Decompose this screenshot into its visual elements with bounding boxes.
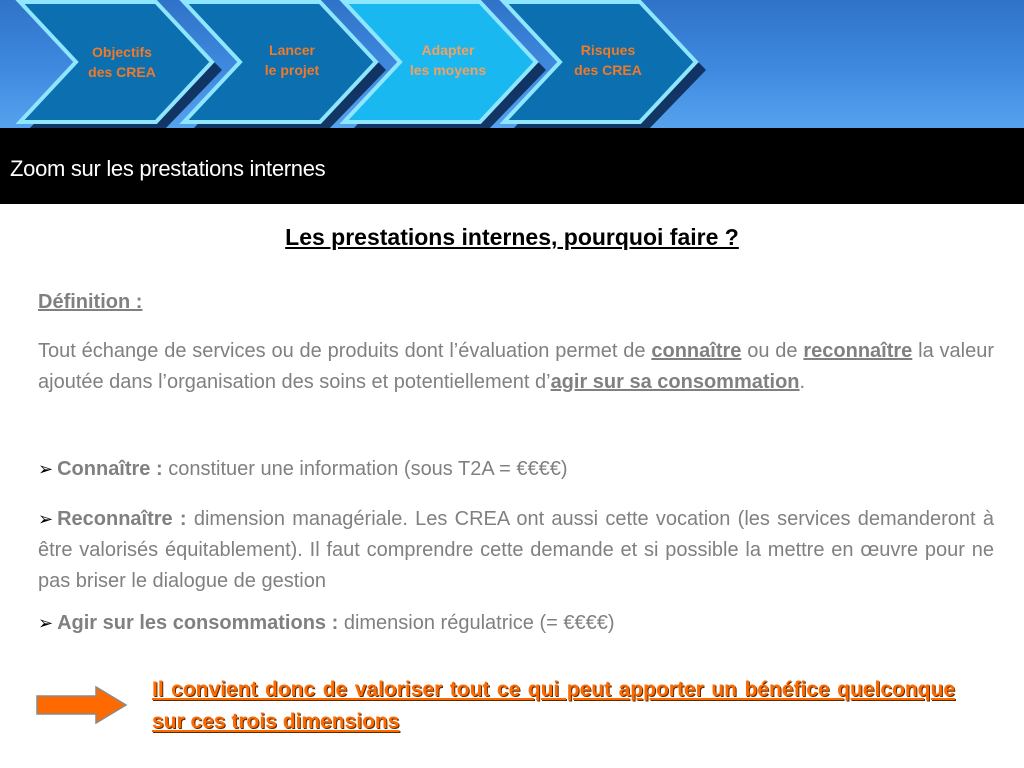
nav-step-label: Adapter les moyens — [409, 42, 487, 78]
process-nav — [0, 0, 1024, 128]
keyword-agir: agir sur sa consommation — [550, 371, 800, 393]
page-title: Zoom sur les prestations internes — [10, 156, 326, 181]
definition-label: Définition : — [38, 291, 143, 313]
definition-text: Tout échange de services ou de produits dont l’évaluation permet de connaître ou de reconnaître la valeur ajoutée dans l’organisation des soins et potentiellement d’agir sur sa consommation. — [38, 340, 995, 393]
bullet-item — [38, 608, 994, 639]
bullet-text: dimension managériale. Les CREA ont aussi cette vocation (les services demanderont à être valorisés équitablement). Il faut comprendre cette demande et si possible la mettre en œuvre pour ne pas briser le dialogue de gestion — [38, 508, 994, 592]
bullet-item — [38, 454, 994, 485]
keyword-connaitre: connaître — [651, 340, 742, 362]
nav-step-risques[interactable] — [498, 0, 698, 128]
right-arrow-icon — [34, 684, 130, 726]
conclusion-text: Il convient donc de valoriser tout ce qui peut apporter un bénéfice quelconque sur ces trois dimensions — [152, 678, 955, 733]
bullet-term: Connaître : — [57, 458, 163, 480]
section-heading: Les prestations internes, pourquoi faire ? — [285, 224, 739, 250]
arrow-bullet-icon: ➢ — [38, 509, 54, 529]
arrow-bullet-icon: ➢ — [38, 459, 54, 479]
nav-step-label: Risques des CREA — [574, 42, 642, 78]
nav-step-label: Objectifs des CREA — [88, 44, 156, 80]
bullet-item — [38, 504, 994, 597]
bullet-text: dimension régulatrice (= €€€€) — [343, 612, 615, 634]
bullet-text: constituer une information (sous T2A = €€€€) — [168, 458, 568, 480]
nav-step-label: Lancer le projet — [264, 42, 320, 78]
bullet-term: Agir sur les consommations : — [57, 612, 339, 634]
bullet-term: Reconnaître : — [57, 508, 187, 530]
arrow-bullet-icon: ➢ — [38, 613, 54, 633]
keyword-reconnaitre: reconnaître — [803, 340, 913, 362]
title-bar — [0, 128, 1024, 204]
